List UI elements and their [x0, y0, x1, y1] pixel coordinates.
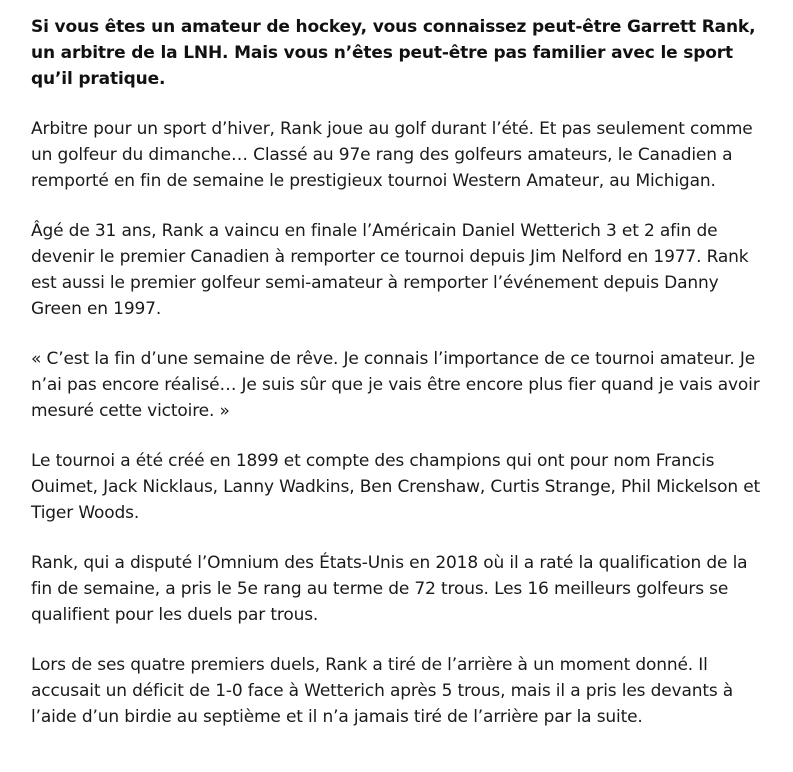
article-paragraph-2: Âgé de 31 ans, Rank a vaincu en finale l’Américain Daniel Wetterich 3 et 2 afin de devenir le premier Canadien à remporter ce tournoi depuis Jim Nelford en 1977. Rank est aussi le premier golfeur semi-amateur à remporter l’événement depuis Danny Green en 1997.: [31, 221, 749, 319]
article-paragraph-6: Lors de ses quatre premiers duels, Rank a tiré de l’arrière à un moment donné. Il accusait un déficit de 1-0 face à Wetterich après 5 trous, mais il a pris les devants à l’aide d’un birdie au septième et il n’a jamais tiré de l’arrière par la suite.: [31, 655, 734, 727]
article-lead: Si vous êtes un amateur de hockey, vous connaissez peut-être Garrett Rank, un arbitre de la LNH. Mais vous n’êtes peut-être pas familier avec le sport qu’il pratique.: [31, 17, 756, 89]
article-paragraph-1: Arbitre pour un sport d’hiver, Rank joue au golf durant l’été. Et pas seulement comme un golfeur du dimanche… Classé au 97e rang des golfeurs amateurs, le Canadien a remporté en fin de semaine le prestigieux tournoi Western Amateur, au Michigan.: [31, 119, 753, 191]
article-paragraph-4: Le tournoi a été créé en 1899 et compte des champions qui ont pour nom Francis Ouimet, Jack Nicklaus, Lanny Wadkins, Ben Crenshaw, Curtis Strange, Phil Mickelson et Tiger Woods.: [31, 451, 761, 523]
article-paragraph-3-quote: « C’est la fin d’une semaine de rêve. Je connais l’importance de ce tournoi amateur. Je n’ai pas encore réalisé… Je suis sûr que je vais être encore plus fier quand je vais avoir mesuré cette victoire. »: [31, 349, 760, 421]
article-paragraph-5: Rank, qui a disputé l’Omnium des États-Unis en 2018 où il a raté la qualification de la fin de semaine, a pris le 5e rang au terme de 72 trous. Les 16 meilleurs golfeurs se qualifient pour les duels par trous.: [31, 553, 748, 625]
